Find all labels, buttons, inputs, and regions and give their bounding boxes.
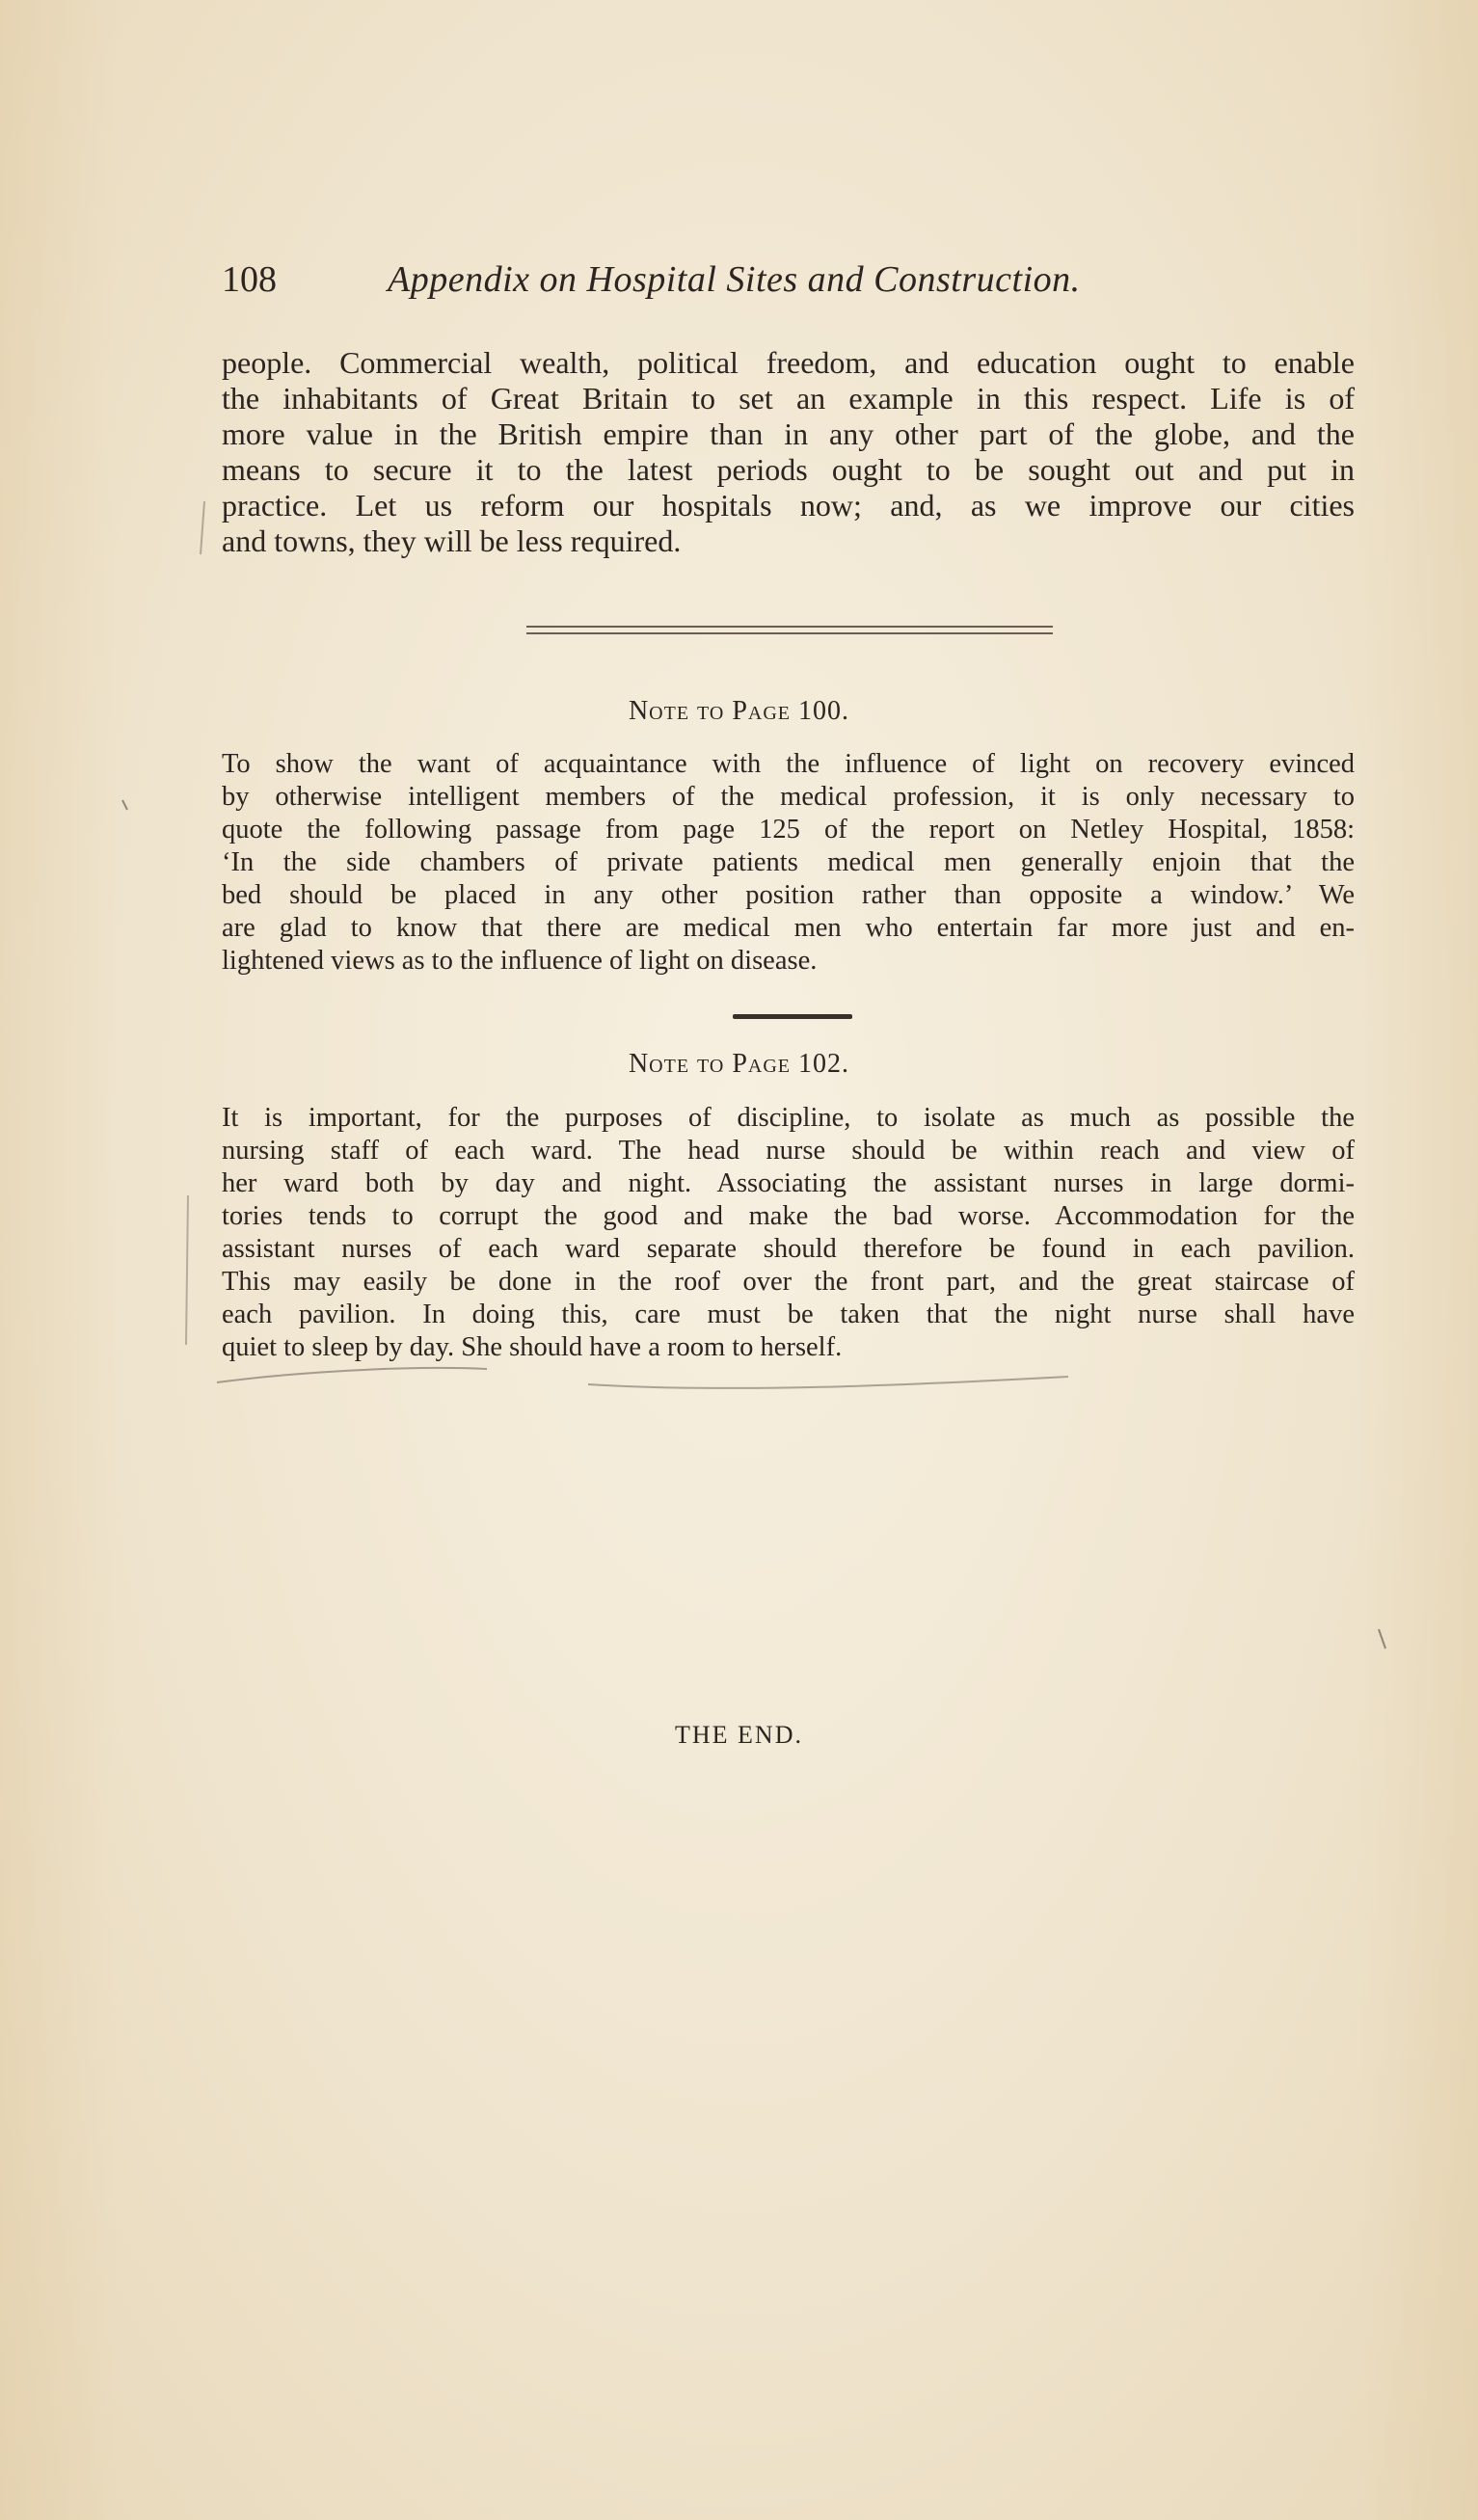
page-header — [222, 258, 1359, 307]
running-head: Appendix on Hospital Sites and Construction. — [388, 259, 1081, 300]
text-line: the inhabitants of Great Britain to set an example in this respect. Life is of — [222, 381, 1355, 416]
pencil-underline — [217, 1368, 487, 1382]
page-number: 108 — [222, 259, 277, 300]
text-line: nursing staff of each ward. The head nurse should be within reach and view of — [222, 1136, 1355, 1166]
note-paragraph — [222, 748, 1355, 978]
text-line: practice. Let us reform our hospitals now; and, as we improve our cities — [222, 488, 1355, 523]
note-heading: Note to Page 102. — [628, 1049, 850, 1079]
pencil-margin-mark — [1379, 1629, 1385, 1649]
text-line: assistant nurses of each ward separate should therefore be found in each pavilion. — [222, 1234, 1355, 1264]
closing-paragraph — [222, 345, 1355, 559]
note-heading: Note to Page 100. — [628, 696, 850, 726]
text-line: ‘In the side chambers of private patients medical men generally enjoin that the — [222, 847, 1355, 877]
note-paragraph — [222, 1102, 1355, 1364]
text-line: her ward both by day and night. Associating the assistant nurses in large dormi- — [222, 1168, 1355, 1198]
short-rule-divider — [733, 1014, 852, 1019]
pencil-margin-mark — [122, 800, 127, 810]
text-line: quiet to sleep by day. She should have a room to herself. — [222, 1332, 843, 1362]
text-line: This may easily be done in the roof over the front part, and the great staircase of — [222, 1267, 1355, 1297]
text-line: each pavilion. In doing this, care must be taken that the night nurse shall have — [222, 1300, 1355, 1329]
double-rule-divider — [526, 626, 1053, 634]
text-line: people. Commercial wealth, political freedom, and education ought to enable — [222, 345, 1355, 380]
text-line: means to secure it to the latest periods ought to be sought out and put in — [222, 452, 1355, 487]
text-line: tories tends to corrupt the good and make the bad worse. Accommodation for the — [222, 1201, 1355, 1231]
text-line: by otherwise intelligent members of the medical profession, it is only necessary to — [222, 782, 1355, 812]
text-line: bed should be placed in any other position rather than opposite a window.’ We — [222, 880, 1355, 910]
text-line: It is important, for the purposes of discipline, to isolate as much as possible the — [222, 1103, 1355, 1133]
text-line: lightened views as to the influence of light on disease. — [222, 946, 818, 976]
pencil-margin-mark — [201, 501, 204, 554]
text-line: are glad to know that there are medical men who entertain far more just and en- — [222, 913, 1355, 943]
pencil-margin-mark — [186, 1195, 188, 1345]
pencil-underline — [588, 1377, 1068, 1388]
text-line: and towns, they will be less required. — [222, 523, 682, 558]
text-line: more value in the British empire than in any other part of the globe, and the — [222, 416, 1355, 451]
the-end: THE END. — [675, 1721, 803, 1749]
text-line: To show the want of acquaintance with the influence of light on recovery evinced — [222, 749, 1355, 779]
text-line: quote the following passage from page 125 of the report on Netley Hospital, 1858: — [222, 815, 1355, 844]
